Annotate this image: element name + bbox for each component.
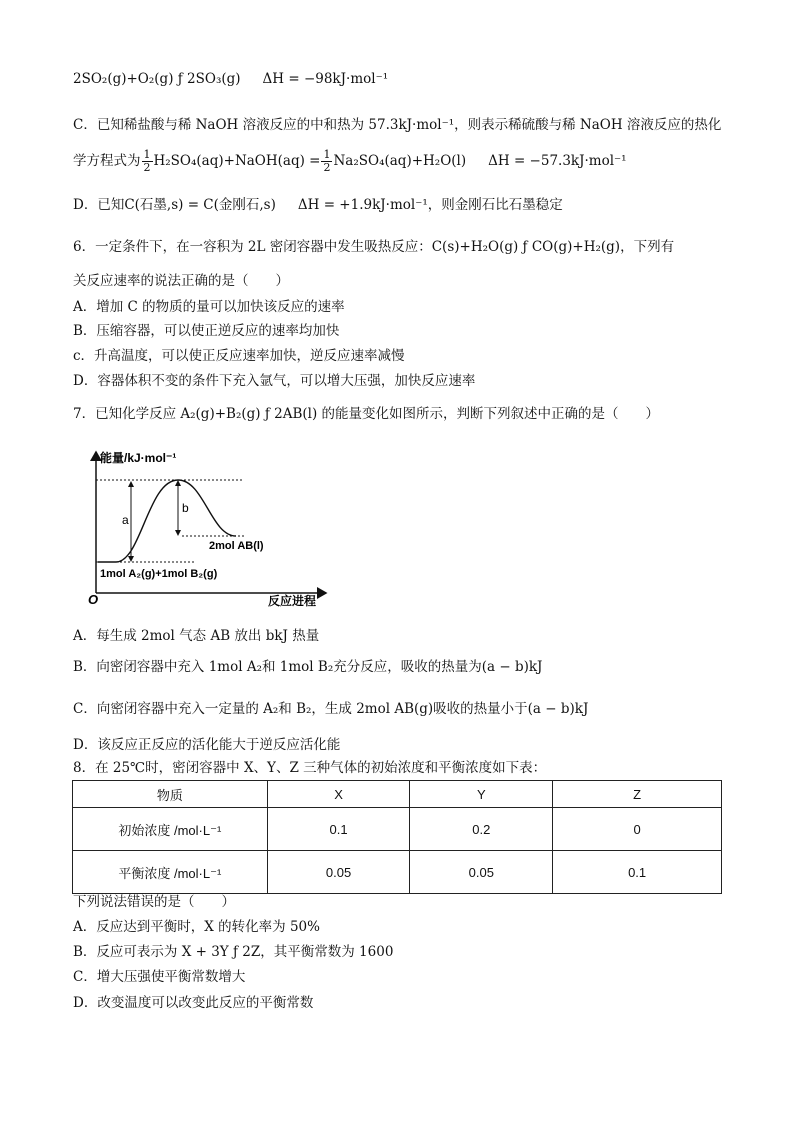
table-cell: 0.05	[267, 851, 410, 894]
x-axis-label: 反应进程	[268, 594, 317, 608]
table-cell: 0.2	[410, 808, 553, 851]
q7-option-b: B．向密闭容器中充入 1mol A₂和 1mol B₂充分反应，吸收的热量为(a − b)kJ	[73, 659, 543, 675]
q5-c-enthalpy: ΔH = −57.3kJ·mol⁻¹	[488, 153, 627, 169]
q6-option-b: B．压缩容器，可以使正逆反应的速率均加快	[73, 323, 340, 339]
table-row	[73, 851, 722, 894]
q8-option-a: A．反应达到平衡时，X 的转化率为 50%	[73, 919, 320, 935]
q6-stem-line1: 6．一定条件下，在一容积为 2L 密闭容器中发生吸热反应：C(s)+H₂O(g) ƒ CO(g)+H₂(g)，下列有	[73, 239, 675, 255]
table-header: 物质	[73, 781, 268, 808]
q8-question: 下列说法错误的是（ ）	[73, 894, 235, 910]
q5-equation: 2SO₂(g)+O₂(g) ƒ 2SO₃(g)	[73, 71, 241, 87]
table-row	[73, 808, 722, 851]
q5-c-prefix: 学方程式为	[73, 153, 141, 169]
fraction-half-2	[321, 149, 332, 174]
fraction-num: 1	[323, 148, 331, 161]
q5-c-part-b: Na₂SO₄(aq)+H₂O(l)	[333, 153, 467, 169]
q8-option-b: B．反应可表示为 X + 3Y ƒ 2Z，其平衡常数为 1600	[73, 944, 394, 960]
label-a: a	[122, 513, 129, 527]
q8-option-d: D．改变温度可以改变此反应的平衡常数	[73, 995, 314, 1011]
table-cell: 0.1	[553, 851, 722, 894]
q8-stem: 8．在 25℃时，密闭容器中 X、Y、Z 三种气体的初始浓度和平衡浓度如下表：	[73, 760, 547, 776]
q5-d-text: D．已知C(石墨,s) = C(金刚石,s)	[73, 197, 276, 213]
table-header-row	[73, 781, 722, 808]
fraction-half	[142, 149, 153, 174]
fraction-den: 2	[323, 161, 331, 174]
reactant-label: 1mol A₂(g)+1mol B₂(g)	[100, 568, 218, 580]
q5-c-part-a: H₂SO₄(aq)+NaOH(aq) =	[153, 153, 321, 169]
table-cell: 初始浓度 /mol·L⁻¹	[73, 808, 268, 851]
q8-option-c: C．增大压强使平衡常数增大	[73, 969, 246, 985]
q6-option-c: c．升高温度，可以使正反应速率加快，逆反应速率减慢	[73, 348, 405, 364]
q5-enthalpy: ΔH = −98kJ·mol⁻¹	[262, 71, 389, 87]
q5-option-c-line1: C．已知稀盐酸与稀 NaOH 溶液反应的中和热为 57.3kJ·mol⁻¹，则表示稀硫酸与稀 NaOH 溶液反应的热化	[73, 117, 722, 133]
concentration-table	[72, 780, 722, 894]
y-axis-label: 能量/kJ·mol⁻¹	[100, 451, 177, 465]
table-cell: 0.05	[410, 851, 553, 894]
energy-diagram	[86, 448, 336, 614]
q7-option-a: A．每生成 2mol 气态 AB 放出 bkJ 热量	[73, 628, 320, 644]
fraction-num: 1	[143, 148, 151, 161]
q6-option-d: D．容器体积不变的条件下充入氩气，可以增大压强，加快反应速率	[73, 373, 476, 389]
table-header: Z	[553, 781, 722, 808]
label-b: b	[182, 501, 189, 515]
table-cell: 平衡浓度 /mol·L⁻¹	[73, 851, 268, 894]
origin-label: O	[88, 592, 99, 607]
q7-option-c: C．向密闭容器中充入一定量的 A₂和 B₂，生成 2mol AB(g)吸收的热量小于(a − b)kJ	[73, 701, 589, 717]
q7-stem: 7．已知化学反应 A₂(g)+B₂(g) ƒ 2AB(l) 的能量变化如图所示，判断下列叙述中正确的是（ ）	[73, 406, 660, 422]
q5-d-enthalpy: ΔH = +1.9kJ·mol⁻¹，则金刚石比石墨稳定	[297, 197, 563, 213]
table-header: Y	[410, 781, 553, 808]
q6-stem-line2: 关反应速率的说法正确的是（ ）	[73, 273, 289, 289]
table-cell: 0	[553, 808, 722, 851]
product-label: 2mol AB(l)	[209, 540, 264, 552]
table-header: X	[267, 781, 410, 808]
table-cell: 0.1	[267, 808, 410, 851]
q6-option-a: A．增加 C 的物质的量可以加快该反应的速率	[73, 299, 345, 315]
fraction-den: 2	[143, 161, 151, 174]
q5-option-d	[73, 196, 563, 214]
q5-option-c-line2	[73, 146, 627, 176]
q7-option-d: D．该反应正反应的活化能大于逆反应活化能	[73, 737, 341, 753]
q5-equation-line	[73, 70, 388, 88]
